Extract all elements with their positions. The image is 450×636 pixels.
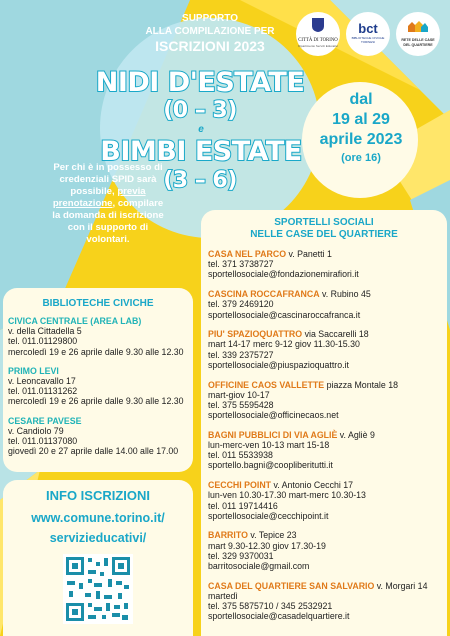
library-detail: tel. 011.01131262	[8, 386, 78, 397]
sportello-item	[208, 380, 447, 421]
sportello-detail[interactable]: sportellosociale@cecchipoint.it	[208, 510, 329, 521]
dates-line4: (ore 16)	[341, 152, 381, 164]
sportello-address: v. Panetti 1	[286, 249, 332, 259]
sportello-address: via Saccarelli 18	[302, 329, 369, 340]
sportello-detail: tel. 379 2469120	[208, 299, 274, 310]
sportello-name: BARRITO	[208, 530, 248, 541]
sportello-detail[interactable]: sportellosociale@casadelquartiere.it	[208, 611, 350, 622]
library-item	[8, 416, 193, 457]
sportello-name: CECCHI POINT	[208, 480, 272, 491]
logo-torino-sub: Dipartimento Servizi Educativi	[298, 44, 338, 48]
dates-line3: aprile 2023	[319, 131, 403, 148]
sportello-detail[interactable]: sportellosociale@cascinaroccafranca.it	[208, 309, 361, 320]
spid-text	[48, 162, 168, 246]
library-name: PRIMO LEVI	[8, 365, 59, 376]
logo-citta-di-torino	[296, 12, 340, 56]
title-bimbi-age: (3 – 6)	[163, 168, 237, 193]
sportello-name: CASCINA ROCCAFRANCA	[208, 289, 320, 300]
sportello-item	[208, 430, 447, 471]
sportello-detail[interactable]: barritosociale@gmail.com	[208, 561, 310, 572]
qr-code-icon[interactable]	[63, 554, 133, 624]
sportelli-title1: SPORTELLI SOCIALI	[274, 217, 374, 228]
sportello-detail: tel. 375 5875710 / 345 2532921	[208, 601, 333, 612]
library-detail: v. della Cittadella 5	[8, 326, 82, 337]
sportello-name: OFFICINE CAOS VALLETTE	[208, 379, 325, 390]
library-name: CIVICA CENTRALE (AREA LAB)	[8, 316, 142, 326]
sportello-detail: tel. 371 3738727	[208, 259, 274, 270]
logo-bct-text: bct	[358, 21, 378, 36]
sportello-detail: tel. 375 5595428	[208, 399, 274, 410]
library-detail: mercoledì 19 e 26 aprile dalle 9.30 alle 12.30	[8, 396, 184, 407]
header-line3: ISCRIZIONI 2023	[155, 38, 265, 54]
sportello-item	[208, 289, 447, 320]
header-line2: ALLA COMPILAZIONE PER	[145, 26, 275, 37]
title-bimbi: BIMBI ESTATE	[100, 136, 302, 167]
sportello-item	[208, 480, 447, 521]
info-url-line1[interactable]: www.comune.torino.it/	[31, 511, 165, 525]
sportello-detail: lun-ven 10.30-17.30 mart-merc 10.30-13	[208, 490, 366, 501]
sportello-detail[interactable]: sportellosociale@officinecaos.net	[208, 410, 339, 421]
biblioteche-box	[3, 288, 193, 472]
library-item	[8, 316, 193, 357]
sportello-detail: tel. 329 9370031	[208, 550, 274, 561]
header-line1: SUPPORTO	[182, 13, 238, 24]
info-box	[3, 480, 193, 636]
spid-booking-link[interactable]: previa prenotazione	[52, 186, 146, 209]
info-url-line2[interactable]: servizieducativi/	[49, 531, 147, 545]
sportello-address: v. Agliè 9	[337, 429, 375, 440]
info-title: INFO ISCRIZIONI	[46, 488, 150, 503]
sportelli-box	[201, 210, 447, 636]
sportello-address: v. Morgari 14	[374, 580, 428, 591]
logo-rete-text: RETE DELLE CASE DEL QUARTIERE	[401, 38, 435, 47]
dates-line1: dal	[349, 91, 373, 108]
title-nidi-age: (0 – 3)	[163, 98, 237, 123]
logo-bct	[346, 12, 390, 56]
sportello-item	[208, 249, 447, 280]
sportello-item	[208, 329, 447, 370]
sportello-detail: tel. 339 2375727	[208, 349, 274, 360]
logo-torino-text: CITTÀ DI TORINO	[298, 38, 338, 43]
sportelli-title2: NELLE CASE DEL QUARTIERE	[250, 229, 398, 240]
sportello-item	[208, 530, 447, 571]
sportello-item	[208, 581, 447, 622]
spid-part2: , compilare la domanda di iscrizione con il supporto di volontari.	[52, 198, 164, 245]
library-detail: tel. 011.01137080	[8, 436, 78, 447]
sportello-detail: mart 14-17 merc 9-12 giov 11.30-15.30	[208, 339, 360, 350]
sportello-name: CASA DEL QUARTIERE SAN SALVARIO	[208, 580, 375, 591]
biblioteche-title: BIBLIOTECHE CIVICHE	[42, 298, 154, 309]
sportello-detail[interactable]: sportellosociale@piuspazioquattro.it	[208, 359, 349, 370]
logo-bct-sub: BIBLIOTECHE CIVICHE TORINESI	[351, 36, 385, 44]
sportello-detail: mart-giov 10-17	[208, 389, 270, 400]
library-detail: tel. 011.01129800	[8, 336, 78, 347]
library-detail: mercoledì 19 e 26 aprile dalle 9.30 alle 12.30	[8, 346, 184, 357]
dates-line2: 19 al 29	[332, 111, 390, 128]
spid-part1: Per chi è in possesso di credenziali SPID sarà possibile,	[53, 162, 163, 197]
library-name: CESARE PAVESE	[8, 415, 82, 426]
library-detail: v. Candiolo 79	[8, 425, 64, 436]
sportello-name: CASA NEL PARCO	[208, 249, 287, 259]
sportello-address: v. Tepice 23	[247, 530, 297, 541]
title-conjunction: e	[198, 124, 204, 135]
sportello-detail: lun-merc-ven 10-13 mart 15-18	[208, 440, 330, 451]
sportello-detail: tel. 011 19714416	[208, 500, 278, 511]
sportello-name: PIU' SPAZIOQUATTRO	[208, 329, 303, 340]
sportello-address: v. Rubino 45	[319, 289, 371, 300]
library-detail: v. Leoncavallo 17	[8, 376, 76, 387]
sportello-detail: tel. 011 5533938	[208, 450, 273, 461]
sportello-detail[interactable]: sportellosociale@fondazionemirafiori.it	[208, 269, 359, 280]
library-item	[8, 366, 193, 407]
sportello-detail: mart 9.30-12.30 giov 17.30-19	[208, 540, 326, 551]
title-nidi: NIDI D'ESTATE	[95, 67, 305, 98]
sportello-name: BAGNI PUBBLICI DI VIA AGLIÈ	[208, 429, 338, 440]
houses-icon	[407, 19, 429, 33]
sportello-detail[interactable]: sportello.bagni@coopliberitutti.it	[208, 460, 333, 471]
city-crest-icon	[311, 17, 325, 33]
sportello-address: piazza Montale 18	[324, 379, 398, 390]
sportello-address: v. Antonio Cecchi 17	[271, 480, 354, 491]
logo-rete-case-quartiere	[396, 12, 440, 56]
library-detail: giovedì 20 e 27 aprile dalle 14.00 alle 17.00	[8, 446, 179, 457]
sportello-detail: martedì	[208, 590, 238, 601]
